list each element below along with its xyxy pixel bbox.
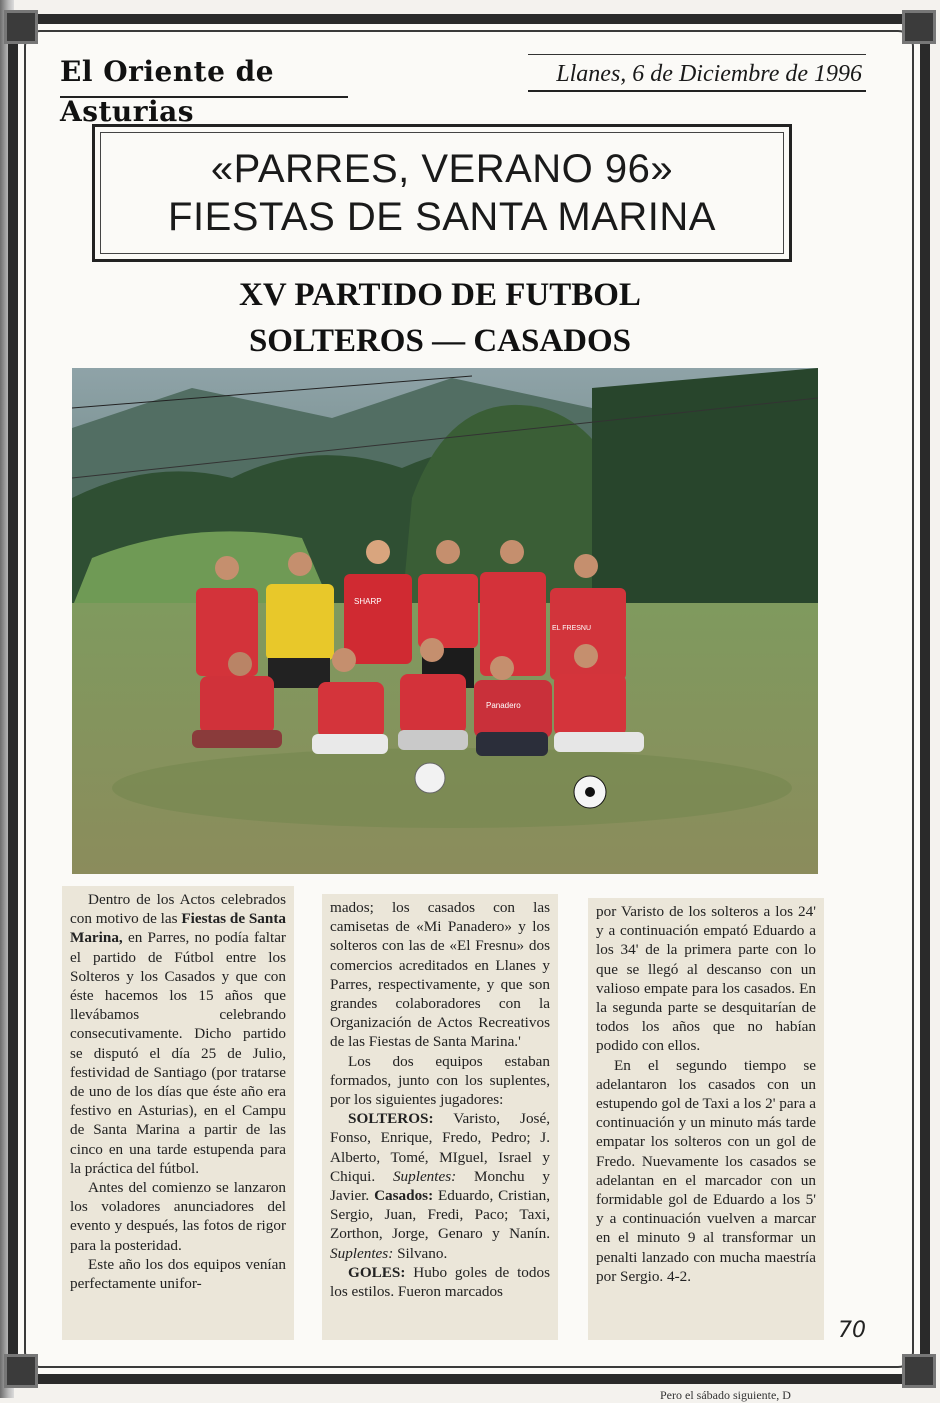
text-run: en Parres, no podía faltar el partido de Fútbol entre los Solteros y los Casados y que con éste hacemos los 15 años que llevábamos celebrando consecutivamente. Dicho partido se disputó el día 25 de Julio, festividad de Santiago (por tratarse de uno de los días que éste año era festivo en Asturias), en el Campu de Santa Marina a partir de las cinco en una tarde estupenda para la práctica del fútbol. xyxy=(70,929,286,1177)
team-photo-illustration xyxy=(72,368,818,874)
article-paragraph: En el segundo tiempo se adelantaron los casados con un estupendo gol de Taxi a los 2' para a continuación y un minuto más tarde empatar los solteros con un gol de Fredo. Nuevamente los casados se adelantan en el marcador con un formidable gol de Eduardo a los 5' y a continuación vuelven a marcar en el minuto 9 al transformar un penalti lanzado con mucha maestría por Sergio. 4-2. xyxy=(596,1056,816,1285)
article-paragraph: Antes del comienzo se lanzaron los voladores anunciadores del evento y después, las fotos de rigor para la posteridad. xyxy=(70,1179,286,1254)
shirt-sponsor-sharp: SHARP xyxy=(354,597,382,606)
team-photo xyxy=(72,368,818,874)
headline-line-2: SOLTEROS — CASADOS xyxy=(248,323,632,359)
goals-label: GOLES: xyxy=(348,1263,406,1281)
dateline: Llanes, 6 de Diciembre de 1996 xyxy=(528,54,866,92)
article-paragraph: por Varisto de los solteros a los 24' y a continuación empató Eduardo a los 34' de la primera parte con lo que se llegó al descanso con un valioso empate para los casados. En la segunda parte se desquitarían de todos los años que no habían podido con ellos. xyxy=(596,903,816,1055)
headline-line-1: XV PARTIDO DE FUTBOL xyxy=(239,277,641,313)
headline xyxy=(140,272,740,364)
team-label-solteros: SOLTEROS: xyxy=(348,1110,434,1128)
article-column-2 xyxy=(322,894,558,1340)
text-run: Hubo goles de todos los estilos. Fueron marcados xyxy=(330,1263,550,1301)
article-column-1 xyxy=(62,886,294,1340)
text-run: Monchu y Javier. xyxy=(330,1167,550,1205)
frame-corner-ornament xyxy=(902,10,936,44)
text-run-bold: Fiestas de Santa Marina, xyxy=(70,910,286,947)
frame-corner-ornament xyxy=(902,1354,936,1388)
shirt-sponsor-fresnu: EL FRESNU xyxy=(552,625,592,632)
article-paragraph: Los dos equipos estaban formados, junto con los suplentes, por los siguientes jugadores: xyxy=(330,1052,550,1109)
newspaper-name: El Oriente de Asturias xyxy=(60,52,348,98)
substitutes-label: Suplentes: xyxy=(392,1167,457,1185)
text-run: Dentro de los Actos celebrados con motivo de las xyxy=(70,891,286,928)
text-run: Silvano. xyxy=(393,1244,448,1262)
substitutes-label: Suplentes: xyxy=(330,1244,394,1262)
article-paragraph xyxy=(330,1109,550,1263)
text-run: Varisto, José, Fonso, Enrique, Fredo, Pedro; J. Alberto, Tomé, MIguel, Israel y Chiqui. xyxy=(330,1110,550,1185)
text-run: Eduardo, Cristian, Sergio, Juan, Fredi, Paco; Taxi, Zorthon, Jorge, Genaro y Nanín. xyxy=(330,1187,550,1243)
article-paragraph xyxy=(70,890,286,1178)
article-paragraph: Este año los dos equipos venían perfectamente unifor- xyxy=(70,1255,286,1293)
team-label-casados: Casados: xyxy=(374,1187,434,1205)
frame-corner-ornament xyxy=(4,1354,38,1388)
title-line-2: FIESTAS DE SANTA MARINA xyxy=(168,195,716,239)
article-column-3 xyxy=(588,898,824,1340)
title-box xyxy=(92,124,792,262)
frame-corner-ornament xyxy=(4,10,38,44)
title-box-inner xyxy=(100,132,784,254)
page-number: 70 xyxy=(838,1318,866,1343)
article-paragraph xyxy=(330,1263,550,1301)
next-page-snippet: Pero el sábado siguiente, D xyxy=(660,1388,791,1402)
shirt-sponsor-panadero: Panadero xyxy=(486,701,521,710)
title-line-1: «PARRES, VERANO 96» xyxy=(210,147,674,191)
article-paragraph: mados; los casados con las camisetas de «Mi Panadero» y los solteros con las de «El Fresnu» dos comercios acreditados en Llanes y Parres, respectivamente, y que son grandes colaboradores con la Organización de Actos Recreativos de las Fiestas de Santa Marina.' xyxy=(330,899,550,1051)
